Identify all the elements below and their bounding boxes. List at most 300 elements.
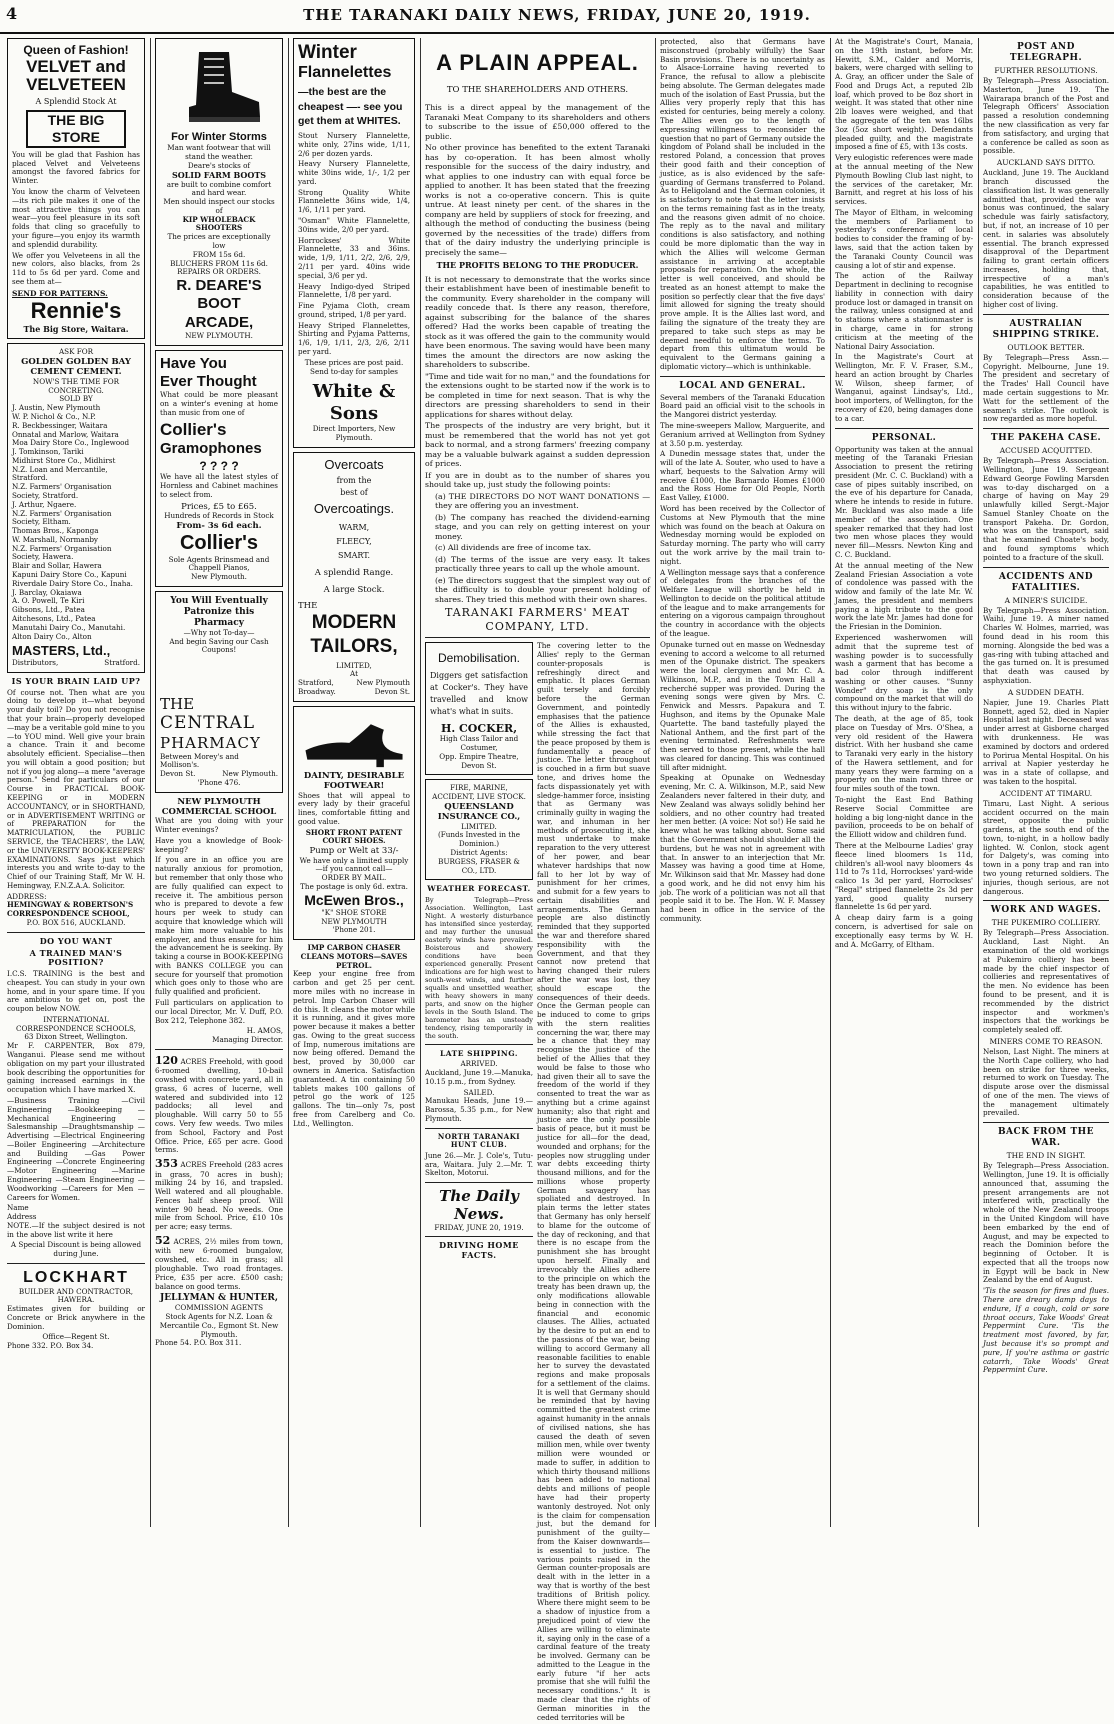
local-item: In the Magistrate's Court at Wellington, Mr. F. V. Fraser, S.M., heard an action brought by Charles W. Wilson, sheep farmer, of Wanganui, against Lindsay's, Ltd., boot importers, of Wellington, for the recovery of £20, being damages done to a car. <box>835 352 973 423</box>
ad-text: The postage is only 6d. extra. <box>300 881 408 891</box>
seller-item: Manutahi Dairy Co., Manutahi. <box>12 622 126 632</box>
lower-left <box>425 642 533 1724</box>
ad-text: A Special Discount is being allowed during June. <box>10 1240 142 1259</box>
rennies-name: Rennie's <box>30 297 122 323</box>
appeal-paragraph: "Time and tide wait for no man," and the foundations for the extensions ought to be started now if the work is to be completed in time for next season. That is why the directors are pressing shareholders to send in their applications for shares without delay. <box>425 371 650 419</box>
ad-text: Phone 54. P.O. Box 311. <box>155 1338 242 1348</box>
whites-name: White & Sons <box>312 381 396 425</box>
editorial-continued: protected, also that Germans have misconstrued (probably wilfully) the Saar Basin provisions. There is no uncertainty as to Alsace-Lorraine having reverted to France, the refusal to allow a plebiscite being absolute. The German delegates made much of the isolation of East Prussia, but the Allies very properly reply that this has existed for centuries, being merely a colony. The Allies even go to the length of expressing willingness to reconsider the question that no part of Germany outside the kingdom of Poland shall be included in the restored Poland, a concession that proves their good faith and their conception of justice, as is also evidenced by the safe-guarding of Germans transferred to Poland. As to Heligoland and the German colonies, it is satisfactory to note that the letter insists on the terms remaining fast as in the treaty, and the reasons given admit of no choice. The reply as to the naval and military conditions is also satisfactory, and nothing could be more diplomatic than the way in which the Allies will welcome German assistance in arriving at acceptable proposals for reparation. On the whole, the letter is well conceived, and should be treated as an honest attempt to make the position so perfectly clear that the five days' limit allowed for signing the treaty should prove ample. It is the Allies last word, and failing the signature of the treaty they are prepared to take such steps as may be deemed needful to enforce the terms. To depart from this ultimatum would be equivalent to the Germans gaining a diplomatic victory—which is unthinkable. <box>660 37 825 371</box>
ad-text: Have you a knowledge of Book-keeping? <box>155 835 283 854</box>
mcewen-ad <box>293 706 415 940</box>
editorial-text: The covering letter to the Allies' reply to the German counter-proposals is refreshingly direct and emphatic. It places German guilt tersely and forcibly before the German Government, and pointedly emphasises that the patience of the Allies is exhausted, while stressing the fact that the peace proposed by them is fundamentally a peace of justice. The letter throughout is couched in a firm but suave tone, and drives home the facts dispassionately yet with sledge-hammer force, insisting that as Germany was criminally guilty in waging the war, and inhuman in her methods of prosecuting it, she must undertake to make reparation to the very utterest of her power, and bear whatever hardships that now fall to her lot by way of punishment for her crimes, and submit for a few years to certain disabilities and arrangements. The German people are also distinctly reminded that they supported the war and therefore shared responsibility with the Government, and that they cannot now pretend that having changed their rulers after the war was lost, they should escape the consequences of their deeds. Once the German people can be induced to come to grips with the stern realities concerning the war, there may be a chance that they may recognise the justice of the belief of the Allies that they would be false to those who had given their all to save the freedom of the world if they consented to treat the war as anything but a crime against humanity; also that right and justice are the only possible basis of peace, but it must be justice for all—for the dead, wounded and orphans; for the peoples now struggling under war debts exceeding thirty thousand millions, and for the millions whose property German savagery has spoliated and destroyed. In plain terms the letter states that Germany has only herself to blame for the outcome of the day of reckoning, and that there is no escape from the punishment she has brought upon herself. Finally and irrevocably the Allies adhere to the principle on which the treaty has been drawn up, the only modifications allowable being in connection with the financial and economic clauses. The Allies, actuated by the desire to put an end to the passions of the war, being willing to accord Germany all reasonable facilities to enable her to survey the devastated regions and make proposals for a settlement of the claims. It is well that Germany should be reminded that by having committed the greatest crime against humanity in the annals of civilised nations, she has caused the death of seven million men, while over twenty million were wounded or made to suffer, in addition to which thirty thousand millions has been added to national debts and millions of people have had their property wantonly destroyed. Not only is the claim for compensation just, but the demand for punishment of the guilty—from the Kaiser downwards—is essential to justice. The various points raised in the German counter-proposals are dealt with in the letter in a way that is worthy of the best traditions of British policy. Where there might seem to be a shadow of injustice from a prejudiced point of view the Allies are willing to eliminate it, saying only in the case of a cardinal feature of the treaty be involved. Germany can be admitted to the League in the early future "if her acts promise that she will fulfil the necessary conditions." It is made clear that the rights of German minorities in the ceded territories will be <box>537 641 650 1722</box>
ad-text: KIP WHOLEBACK SHOOTERS <box>182 214 256 233</box>
mcewen-name: McEwen Bros., <box>304 891 404 908</box>
section-heading: ACCIDENTS AND FATALITIES. <box>998 571 1094 593</box>
masthead <box>0 0 1114 34</box>
newspaper-title: THE TARANAKI DAILY NEWS, FRIDAY, JUNE 20, 1919. <box>303 6 811 24</box>
seller-item: Alton Dairy Co., Alton <box>12 631 92 641</box>
news-text: ARRIVED. <box>460 1059 498 1069</box>
queensland-ad <box>425 779 533 880</box>
ad-text: SOLID FARM BOOTS <box>171 169 267 180</box>
section-heading: THE PAKEHA CASE. <box>990 433 1102 444</box>
personal-item: To-night the East End Bathing Reserve Social Committee are holding a big long-night dance in the pavilion, proceeds to be on behalf of the Elliott widow and children fund. <box>835 795 973 840</box>
column-4 <box>422 38 653 1722</box>
ad-text: Phone 332. P.O. Box 34. <box>7 1341 94 1351</box>
subheading: A SUDDEN DEATH. <box>1007 687 1085 697</box>
seller-item: J. Arthur, Ngaere. <box>12 499 77 509</box>
flannelette-item: Strong Quality White Flannelette 36ins wide, 1/4, 1/6, 1/11 per yard. <box>298 187 410 215</box>
seller-item: Blair and Sollar, Hawera <box>12 561 102 571</box>
appeal-point: (a) THE DIRECTORS DO NOT WANT DONATIONS —they are offering you an investment. <box>435 491 650 511</box>
ad-text: And begin Saving our Cash Coupons! <box>169 636 269 655</box>
ad-text: COMMISSION AGENTS <box>174 1303 264 1313</box>
ad-text: Devon St. <box>160 769 196 779</box>
ad-text: SOLD BY <box>59 394 93 404</box>
seller-item: Midhirst Store Co., Midhirst <box>12 455 116 465</box>
ad-text: NOTE.—If the subject desired is not in the above list write it here <box>7 1220 145 1239</box>
local-news-more <box>835 154 973 423</box>
ad-headline: IS YOUR BRAIN LAID UP? <box>11 675 141 686</box>
ad-headline: Queen of Fashion! <box>23 43 129 57</box>
seller-item: Onnatal and Marlow, Waitara <box>12 429 119 439</box>
colliers-brand: Collier's <box>179 532 259 555</box>
seller-item: W. Marshall, Normanby <box>12 534 98 544</box>
column-1 <box>4 38 148 1525</box>
seller-item: W. P. Nichol & Co., N.P. <box>12 411 96 421</box>
ad-headline: DO YOU WANT <box>39 935 113 946</box>
ad-text: SEND FOR PATTERNS. <box>12 288 108 298</box>
ad-headline: DAINTY, DESIRABLE FOOTWEAR! <box>303 770 405 792</box>
ad-text: Managing Director. <box>212 1035 283 1045</box>
ad-headline: Patronize this Pharmacy <box>183 606 255 628</box>
big-store-ad <box>7 38 145 339</box>
ad-text: From- 3s 6d each. <box>176 520 262 531</box>
ad-text: Between Morey's and Mollison's. <box>160 751 239 770</box>
column-5 <box>657 38 828 1525</box>
news-text: Auckland, June 19.—Manuka, 10.15 p.m., from Sydney. <box>425 1068 533 1086</box>
column-rule <box>288 38 289 1527</box>
ad-text: P.O. BOX 516, AUCKLAND. <box>26 917 126 927</box>
flannelette-item: Heavy Nursery Flannelette, white 30ins wide, 1/-, 1/2 per yard. <box>298 159 410 186</box>
cocker-name: H. COCKER, <box>440 721 518 735</box>
section-heading: PERSONAL. <box>871 432 937 443</box>
news-text: Auckland, June 19. The Auckland branch discussed the classification list. It was generally admitted that, provided the war bonus was continued, the salary schedule was fairly satisfactory, but, if not, an increase of 10 per cent. in salaries was absolutely essential. The branch expressed disapproval of the Department failing to grant certain officers increases, holding that, irrespective of a man's capabilities, he was entitled to consideration because of the higher cost of living. <box>983 168 1109 309</box>
column-rule <box>978 38 979 1527</box>
ad-text: New Plymouth. <box>191 572 247 582</box>
deare-name: ARCADE, <box>184 313 254 331</box>
ad-text: BUILDER AND CONTRACTOR, <box>18 1286 134 1296</box>
personal-item: The death, at the age of 85, took place on Tuesday of Mrs. O'Shea, a very old resident of the Hawera district. With her husband she came to Taranaki very early in the history of the Hawera settlement, and for many years they were farming on a property on the main road three or four miles south of the town. <box>835 714 973 794</box>
ad-text: High Class Tailor and Costumer, <box>439 734 519 753</box>
ad-text: A large Stock. <box>323 584 385 595</box>
ad-text: Shoes that will appeal to every lady by their graceful lines, comfortable fitting and good value. <box>298 790 410 826</box>
paper-flag: The Daily News. <box>439 1187 519 1224</box>
ad-headline: Winter <box>298 42 357 63</box>
ad-headline: Demobilisation. <box>437 651 521 666</box>
lockhart-ad <box>7 1268 145 1351</box>
ad-text: Diggers get satisfaction at Cocker's. They have travelled and know what's what in suits. <box>430 670 528 716</box>
flannelette-item: Heavy Indigo-dyed Striped Flannelette, 1/8 per yard. <box>298 281 410 300</box>
personal-item: Experienced washerwomen will admit that the supreme test of washing powder is to successfully wash a garment that has become a bad color through indifferent washing or other causes. "Sunny Wonder" dry soap is the only compound on the market that will do this without injury to the fabric. <box>835 632 973 713</box>
ad-text: Keep your engine free from carbon and get 25 per cent. more miles with no increase in petrol. Imp Carbon Chaser will do this. It cleans the motor while it is running, and it gives more power because it makes a better gas. Owing to the great success of Imp, numerous imitations are now being offered. Demand the best, proved by 30,000 car owners in America. Satisfaction guaranteed. A tin containing 50 tablets makes 100 gallons of petrol go the work of 125 gallons. The tin—only 7s, post free from Carelberg and Co. Ltd., Wellington. <box>293 969 415 1128</box>
ad-text: Send to-day for samples <box>310 366 398 376</box>
ad-text: from the <box>336 475 372 485</box>
appeal-paragraph: The prospects of the industry are very bright, but it must be remembered that the world has not yet got back to normal, and a strong farmers' freezing company may be a valuable bulwark against a sudden depression of prices. <box>425 421 650 469</box>
ad-headline: GOLDEN GOLDEN BAY CEMENT CEMENT. <box>21 357 131 378</box>
ad-text: FIRE, MARINE, ACCIDENT, LIVE STOCK. <box>432 783 526 802</box>
news-text: By Telegraph—Press Association. Auckland, Last Night. An examination of the old workings at Pukemiro colliery has been made by the chief inspector of collieries and representatives of the men. No evidence has been found to be present, and it is recommended by the district inspector and workmen's inspectors that the workings be completely sealed off. <box>983 928 1109 1035</box>
seller-item: Aitchesons, Ltd., Patea <box>12 613 96 623</box>
news-text: By Telegraph—Press Association. Waihi, June 19. A miner named Charles W. Holmes, married, was found dead in his room this morning. Alongside the bed was a gas-ring with tubing attached and the gas turned on. It is presumed that death was caused by asphyxiation. <box>983 605 1109 685</box>
boot-icon <box>174 47 264 127</box>
ad-text: The Big Store, Waitara. <box>23 323 129 334</box>
seller-item: Gibsons, Ltd., Patea <box>12 605 85 615</box>
coupon-field: Address <box>7 1212 37 1222</box>
queensland-name: QUEENSLAND INSURANCE CO., <box>437 801 521 823</box>
news-text: Manukau Heads, June 19.—Barossa, 5.35 p.m., for New Plymouth. <box>425 1096 533 1123</box>
coupon-field: Name <box>7 1203 29 1213</box>
whites-ad <box>293 38 415 448</box>
ad-text: WARM, <box>338 523 370 532</box>
pharmacy-ad <box>155 591 283 793</box>
section-heading: WORK AND WAGES. <box>990 905 1102 916</box>
column-3 <box>290 38 418 1525</box>
ad-text: —Why not To-day— <box>183 627 255 637</box>
pharmacy-name: THE <box>160 695 195 714</box>
appeal-subtitle: TO THE SHAREHOLDERS AND OTHERS. <box>446 84 629 95</box>
ad-text: ADDRESS: <box>7 891 47 901</box>
section-heading: NORTH TARANAKI HUNT CLUB. <box>437 1131 521 1150</box>
seller-item: J. Austin, New Plymouth <box>12 403 101 413</box>
farm-listing <box>155 1054 283 1155</box>
ad-text: You know the charm of Velveteen—its rich pile makes it one of the most attractive things you can wear—you feel pleasure in its soft folds that cling so gracefully to your figure—you enjoy its warmth and splendid durability. <box>12 187 140 249</box>
local-item: Several members of the Taranaki Education Board paid an official visit to the schools in the Mangorei district yesterday. <box>660 392 825 420</box>
ad-text: What could be more pleasant on a winter's evening at home than music from one of <box>160 390 278 417</box>
masters-name: MASTERS, Ltd., <box>12 643 111 659</box>
ad-text: LIMITED, <box>336 660 372 670</box>
seller-list <box>12 404 140 641</box>
appeal-paragraph: It is not necessary to demonstrate that the works since their establishment have been of inestimable benefit to the community. Every shareholder in the company will readily concede that. Is there any reason, therefore, against subscribing for the balance of the shares offered? Had the works been capable of treating the stock as it was offered the gain to the community would have been enormous. The saving would have been many times the amount the directors are now asking the shareholders to subscribe. <box>425 274 650 370</box>
ad-text: CORRESPONDENCE SCHOOL, <box>7 909 130 919</box>
ad-headline: NEW PLYMOUTH COMMERCIAL SCHOOL <box>161 796 277 817</box>
ad-text <box>12 659 140 668</box>
jellyman-name: JELLYMAN & HUNTER, <box>160 1293 278 1304</box>
seller-item: R. Beckbessinger, Waitara <box>12 420 108 430</box>
ad-headline: VELVET and <box>26 56 126 76</box>
flannelette-item: Stout Nursery Flannelette, white only, 27ins wide, 1/11, 2/6 per dozen yards. <box>298 131 410 158</box>
seller-item: Riverdale Dairy Store Co., Inaha. <box>12 578 133 588</box>
appeal-point: (e) The directors suggest that the simplest way out of the difficulty is to double your present holding of shares. They tried this method with their own shares. <box>435 575 650 604</box>
news-text: Napier, June 19. Charles Platt Bonnett, aged 52, died in Napier Hospital last night. Deceased was under arrest at Gisborne charged with drunkenness. He was examined by doctors and ordered to Porirua Mental Hospital. On his arrival at Napier yesterday he was in a state of collapse, and was taken to the hospital. <box>983 697 1109 786</box>
ad-headline: Gramophones <box>160 440 262 458</box>
ad-text: Opp. Empire Theatre, Devon St. <box>439 751 519 770</box>
company-name: TARANAKI FARMERS' MEAT <box>444 606 631 620</box>
news-text: By Telegraph—Press Association. Masterton, June 19. The Wairarapa branch of the Post and Telegraph Officers' Association passed a resolution condemning the new classification as very far from satisfactory, and urging that a conference be called as soon as possible. <box>983 76 1109 156</box>
ad-text: 63 Dixon Street, Wellington. <box>24 1032 128 1042</box>
page-number: 4 <box>6 4 18 23</box>
ad-text: NOW'S THE TIME FOR CONCRETING. <box>32 376 120 395</box>
local-item: Word has been received by the Collector of Customs at New Plymouth that the mine which was found on the beach at Oakura on Wednesday morning would be exploded on Saturday morning. The party who will carry out the work arrive by the mail train to-night. <box>660 504 825 566</box>
seller-item: J. Barclay, Okaiawa <box>12 587 82 597</box>
big-store-logo: THE BIG STORE <box>26 110 126 148</box>
farm-acres: 353 <box>155 1157 178 1171</box>
ad-text: INTERNATIONAL CORRESPONDENCE SCHOOLS, <box>16 1014 136 1033</box>
ad-text: Pump or Welt at 33/- <box>309 846 399 857</box>
column-rule <box>420 38 421 1527</box>
news-text: Nelson, Last Night. The miners at the North Cape colliery, who had been on strike for three weeks, returned to work on Tuesday. The dispute arose over the dismissal of one of the men. The views of the management ultimately prevailed. <box>983 1046 1109 1118</box>
deare-ad <box>155 38 283 346</box>
ad-text: We have only a limited supply—if you cannot call— <box>299 855 409 874</box>
ad-text: Office—Regent St. <box>42 1332 110 1342</box>
ad-text: You will be glad that Fashion has placed Velvet and Velveteens amongst the favored fabrics for Winter. <box>12 149 140 186</box>
ad-text: LIMITED. <box>461 821 497 831</box>
farm-listings <box>155 1054 283 1291</box>
news-text: By Telegraph—Press Association. Wellington, June 19. Sergeant Edward George Fowling Marsden was to-day discharged on a charge of having on May 29 unlawfully killed Sergt.-Major Samuel Stanley Choate on the transport Pakeha. Dr. Gordon, who was on the transport, said that he examined Choate's body, and found symptoms which pointed to a fracture of the skull. <box>983 456 1109 562</box>
farm-listing <box>155 1157 283 1232</box>
ad-headline: A TRAINED MAN'S POSITION? <box>29 947 123 968</box>
ad-text: REPAIRS OR ORDERS. <box>177 267 261 277</box>
section-heading: AUSTRALIAN SHIPPING STRIKE. <box>992 318 1100 340</box>
ad-text: SHORT FRONT PATENT COURT SHOES. <box>305 827 403 846</box>
ad-text: Mr F. CARPENTER, Box 879, Wanganui. Please send me without obligation on my part your illustrated book describing the opportunities for gaining increased earnings in the occupation which I have marked X. <box>7 1041 145 1095</box>
ad-text: ASK FOR <box>58 347 94 357</box>
ad-headline: You Will Eventually <box>170 595 268 606</box>
ad-text: HEMINGWAY & ROBERTSON'S <box>7 900 134 910</box>
ad-text: best of <box>340 488 368 498</box>
news-text: SAILED. <box>463 1087 495 1097</box>
section-heading: BACK FROM THE WAR. <box>997 1127 1095 1149</box>
cocker-ad <box>425 642 533 775</box>
ad-text: At <box>350 669 358 679</box>
seller-item: N.Z. Farmers' Organisation Society, Eltham. <box>12 508 112 527</box>
column-6 <box>832 38 976 1525</box>
seller-item: N.Z. Farmers' Organisation Society, Hawera. <box>12 543 112 562</box>
local-item: Opunake turned out en masse on Wednesday evening to accord a welcome to all returned men of the Opunake district. The speakers were the local clergymen and Mr. C. A. Wilkinson, M.P., and in the Town Hall a recherché supper was provided. During the evening songs were given by Mrs. C. Fenwick and Messrs. Papakura and T. Hughson, and items by the Opunake Male Quartette. The band tastefully played the National Anthem, and the first part of the evening terminated. Refreshments were then served to those present, while the hall was cleared for dancing. This was continued till after midnight. <box>660 639 825 772</box>
deare-name: BOOT <box>197 295 241 313</box>
ad-text: FROM 15s 6d. <box>192 249 246 259</box>
ad-text: 'Phone 201. <box>332 925 376 935</box>
ad-text: BLUCHERS FROM 11s 6d. <box>170 258 268 268</box>
appeal-point: (b) The company has reached the dividend-earning stage, and you can rely on getting interest on your money. <box>435 512 650 541</box>
personal-news <box>835 446 973 950</box>
ad-text: Stratford. <box>104 658 140 668</box>
paper-date: FRIDAY, JUNE 20, 1919. <box>434 1222 524 1232</box>
ad-text: (Funds Invested in the Dominion.) <box>437 830 521 849</box>
ad-text: HAWERA. <box>57 1295 95 1305</box>
ad-text: Man want footwear that will stand the weather. <box>167 143 271 162</box>
pharmacy-name: CENTRAL <box>160 713 255 734</box>
personal-item: At the annual meeting of the New Zealand Friesian Association a vote of condolence was passed with the widow and family of the late Mr. W. James, the president and members paying a high tribute to the good work the late Mr. James had done for the Friesian in the Dominion. <box>835 560 973 632</box>
seller-item: Moa Dairy Store Co., Inglewood <box>12 438 130 448</box>
ad-text: Stratford, <box>298 678 334 688</box>
local-item: A Wellington message says that a conference of delegates from the branches of the Welfare League will shortly be held in Wellington to decide on the political attitude of the league and to make arrangements for entering on a vigorous campaign throughout the country in accordance with the objects of the league. <box>660 567 825 638</box>
ad-text: We offer you Velveteens in all the new colors, also blacks, from 2s 11d to 5s 6d per yard. Come and see them at— <box>12 250 140 286</box>
peppermint-cure-ad: 'Tis the season for fires and flues. There are dreary damp days to endure, If a cough, cold or sore throat occurs, Take Woods' Great Peppermint Cure. 'Tis the treatment most favored, by far, Just because it's so prompt and pure, If you're asthma or gastric catarrh, Take Woods' Great Peppermint Cure. <box>983 1286 1109 1375</box>
farm-listing <box>155 1234 283 1291</box>
appeal-point: (d) The terms of the issue are very easy. It takes practically three years to call up the whole amount. <box>435 554 650 574</box>
personal-item: Opportunity was taken at the annual meeting of the Taranaki Friesian Association to present the retiring president (Mr. C. C. Buckland) with a case of pipes suitably inscribed, on the eve of his departure for Canada, where he intends to reside in future. Mr. Buckland was also made a life member of the association. One speaker remarked that they had lost two men whose places they would never fill—Messrs. Newton King and C. C. Buckland. <box>835 444 973 559</box>
ad-text: Broadway. <box>298 687 336 697</box>
lockhart-name: LOCKHART <box>23 1269 129 1287</box>
ad-text: A splendid Range. <box>314 568 394 579</box>
ad-text: Full particulars on application to our local Director, Mr. V. Duff, P.O. Box 212, Telephone 382. <box>155 997 283 1025</box>
section-heading: WEATHER FORECAST. <box>427 884 531 894</box>
colliers-name: Collier's <box>160 419 227 439</box>
ad-text: Prices, £5 to £65. <box>181 501 257 512</box>
local-item: The Mayor of Eltham, in welcoming the members of Parliament to yesterday's conference of local bodies to consider the framing of by-laws, said that the action taken by the Taranaki County Council was causing a lot of stir and expense. <box>835 207 973 270</box>
shoe-icon <box>298 713 410 769</box>
appeal-paragraph: If you are in doubt as to the number of shares you should take up, just study the following points: <box>425 470 650 490</box>
flannelette-item: "Osman" White Flannelette, 30ins wide, 2/0 per yard. <box>298 216 410 234</box>
ad-headline: Ever Thought <box>160 373 257 391</box>
ad-headline: Overcoatings. <box>313 501 395 517</box>
subheading: OUTLOOK BETTER. <box>1007 342 1085 352</box>
ad-text: New Plymouth <box>356 678 410 688</box>
commercial-school-ad <box>155 797 283 1045</box>
ad-text: We have all the latest styles of Hornless and Cabinet machines to select from. <box>160 472 278 499</box>
appeal-title: A PLAIN APPEAL. <box>436 50 639 75</box>
column-rule <box>830 38 831 1527</box>
ad-text: THE <box>298 600 318 611</box>
ad-text: Devon St. <box>374 687 410 697</box>
lower-split <box>425 642 650 1724</box>
ad-text: Direct Importers, New Plymouth. <box>312 424 396 442</box>
subheading: THE END IN SIGHT. <box>1006 1151 1086 1161</box>
flannelette-item: Fine Pyjama Cloth, cream ground, striped, 1/8 per yard. <box>298 301 410 319</box>
ad-headline: Overcoats <box>324 456 384 472</box>
flannelette-item: Horrockses' White Flannelette, 33 and 36ins. wide, 1/9, 1/11, 2/2, 2/6, 2/9, 2/11 per yard. 40ins wide special, 3/6 per yd. <box>298 235 410 280</box>
seller-item: Kapuni Dairy Store Co., Kapuni <box>12 570 127 580</box>
colliers-ad <box>155 350 283 587</box>
subheading: MINERS COME TO REASON. <box>989 1036 1103 1046</box>
whites-items <box>298 132 410 357</box>
ad-text: Men should inspect our stocks of <box>163 197 275 215</box>
farm-acres: 120 <box>155 1053 178 1067</box>
column-rule <box>150 38 151 1527</box>
subheading: FURTHER RESOLUTIONS. <box>994 65 1098 75</box>
subheading: ACCUSED ACQUITTED. <box>999 446 1093 456</box>
seller-item: J. Tomkinson, Tariki <box>12 447 84 457</box>
ad-headline: Flannelettes <box>298 63 392 81</box>
local-news <box>660 394 825 924</box>
ics-ad <box>7 937 145 1259</box>
ad-headline: IMP CARBON CHASER CLEANS MOTORS—SAVES PETROL. <box>300 943 408 970</box>
news-text: By Telegraph—Press Association. Wellington, June 19. It is officially announced that, assuming the present arrangements are not interfered with, practically the whole of the New Zealand troops in the United Kingdom will have been embarked by the end of August, and may be expected to reach the Dominion before the beginning of October. It is expected that all the troops now in Egypt will be back in New Zealand by the end of August. <box>983 1161 1109 1285</box>
ad-text: H. AMOS, <box>246 1026 283 1036</box>
ad-text: Stock Agents for N.Z. Loan & Mercantile Co., Egmont St. New Plymouth. <box>159 1312 279 1339</box>
ad-headline: VELVETEEN <box>26 75 126 95</box>
ad-text: A Splendid Stock At <box>35 97 117 106</box>
seller-item: N.Z. Loan and Mercantile, Stratford. <box>12 464 108 483</box>
section-heading: LOCAL AND GENERAL. <box>679 380 806 391</box>
ad-text: NEW PLYMOUTH <box>321 916 387 926</box>
ad-text: These prices are post paid. <box>304 357 404 367</box>
appeal-points <box>425 492 650 605</box>
ad-text: Of course not. Then what are you doing to develop it—what beyond your daily toil? Do you not recognise that your brain—properly developed—may be a veritable gold mine to you—to YOU mind. Well give your brain a chance. Train it and become absolutely efficient. Specialise—then you will obtain a good position; but not if you jog along—a mere "average person." Send for particulars of our Course in PRACTICAL BOOK-KEEPING or in MODERN ACCOUNTANCY, or in SHORTHAND, or in ADVERTISEMENT WRITING or of PREPARATION for the MATRICULATION, the PUBLIC SERVICE, the TEACHERS', the LAW, or the UNIVERSITY BOOK-KEEPERS' EXAMINATIONS. Says just which interests you and write to-day to the Chief of our Training Staff, Mr W. H. Hemingway, F.N.Z.A.A. Solicitor. <box>7 687 145 890</box>
modern-tailors-ad <box>293 452 415 702</box>
news-text: June 26.—Mr. J. Cole's, Tutu-ara, Waitara. July 2.—Mr. T. Skelton, Motorui. <box>425 1150 533 1178</box>
pharmacy-name: PHARMACY <box>160 734 261 753</box>
column-2 <box>152 38 286 1525</box>
ad-text: Distributors, <box>12 658 59 668</box>
ad-text: District Agents: <box>450 848 508 858</box>
column-rule <box>655 38 656 1527</box>
ad-text: NEW PLYMOUTH. <box>185 330 253 340</box>
subheading: AUCKLAND SAYS DITTO. <box>996 158 1096 168</box>
appeal-subhead: THE PROFITS BELONG TO THE PRODUCER. <box>436 260 639 271</box>
editorial-heading: DRIVING HOME FACTS. <box>439 1240 519 1261</box>
ad-headline: —the best are the cheapest —- see you get them at WHITES. <box>298 86 403 127</box>
ad-text: What are you doing with your Winter evenings? <box>155 816 283 835</box>
subheading: THE PUKEMIRO COLLIERY. <box>991 918 1101 928</box>
seller-item: Thomas Bros., Kaponga <box>12 526 99 536</box>
subheading: ACCIDENT AT TIMARU. <box>999 788 1093 798</box>
editorial-body <box>537 642 650 1724</box>
news-text: By Telegraph—Press Assn.—Copyright. Melbourne, June 19. The president and secretary of the Trades' Hall Council have made certain suggestions to Mr. Watt for the settlement of the seamen's strike. The outlook is now regarded as more hopeful. <box>983 352 1109 424</box>
ad-text: New Plymouth. <box>222 769 278 779</box>
ad-text: BURGESS, FRASER & CO., LTD. <box>438 856 520 875</box>
ad-text: ORDER BY MAIL. <box>321 873 387 883</box>
ad-text: FLEECY, <box>336 536 372 546</box>
farm-text: ACRES Freehold (283 acres in grass, 70 acres in bush); milking 24 by 16, and trapsled. Well watered and all ploughable. Fences half sheep proof. Will winter 90 head. No weeds. One mile from School. Price, £10 10s per acre; easy terms. <box>155 1160 283 1232</box>
section-heading: POST AND TELEGRAPH. <box>1009 42 1083 63</box>
seller-item: N.Z. Farmers' Organisation Society, Stratford. <box>12 482 112 500</box>
ad-text: I.C.S. TRAINING is the best and cheapest. You can study in your own home, and in your spare time. If you are ambitious to get on, post the coupon below NOW. <box>7 969 145 1014</box>
ad-text: are built to combine comfort and hard wear. <box>166 179 272 198</box>
ad-spacer <box>160 655 278 695</box>
ad-text: SMART. <box>337 550 371 560</box>
appeal-point: (c) All dividends are free of income tax. <box>435 543 592 553</box>
news-text: By Telegraph—Press Association. Wellington, Last Night. A westerly disturbance has intensified since yesterday, and may further the unusual easterly winds have prevailed. Boisterous and showery conditions have been experienced generally. Present indications are for high west to south-west winds, and further squalls and unsettled weather, with heavy showers in many parts, and snow on the higher levels in the South Island. The barometer has an unsteady tendency, rising temporarily in the south. <box>425 895 533 1041</box>
news-text: Timaru, Last Night. A serious accident occurred on the main street, opposite the public gardens, at the south end of the town, to-night, in a hollow badly lighted. W. Conlon, stock agent for Dalgety's, was coming into town in a pony trap and ran into two young returned soldiers. The injuries, though serious, are not dangerous. <box>983 798 1109 896</box>
ad-text: ? ? ? ? <box>199 458 239 473</box>
seller-item: A. O. Powell, Te Kiri <box>12 596 85 606</box>
ad-text: 'Phone 476. <box>197 777 241 787</box>
ad-text: —Business Training —Civil Engineering —Bookkeeping —Mechanical Engineering —Salesmanship —Draughtsmanship —Advertising —Electrical Engineering —Boiler Engineering —Architecture and Building —Gas Power Engineering —Concrete Engineering —Motor Engineering —Marine Engineering —Steam Engineering —Woodworking —Careers for Men —Careers for Women. <box>7 1095 145 1202</box>
ad-text: Deare's stocks of <box>187 160 251 170</box>
ad-text: Estimates given for building or Concrete or Brick anywhere in the Dominion. <box>7 1304 145 1331</box>
local-item: The mine-sweepers Mallow, Marguerite, and Geranium arrived at Wellington from Sydney at 3.50 p.m. yesterday. <box>660 421 825 448</box>
subheading: A MINER'S SUICIDE. <box>1004 595 1088 605</box>
column-7 <box>980 38 1112 1525</box>
modern-tailors-name: TAILORS, <box>310 635 398 657</box>
appeal-paragraph: No other province has benefited to the extent Taranaki has by co-operation. It has been almost wholly responsible for the success of the dairy industry, and what applies to one industry can with equal force be applied to another. It has been stated that the freezing works is not a co-operative concern. This is quite untrue. At least ninety per cent. of the shares in the company are held by suppliers of stock for freezing, and although the method of conducting the business (being governed by the necessities of the trade) differs from that of the dairy industry the underlying principle is precisely the same— <box>425 143 650 257</box>
company-name: COMPANY, LTD. <box>485 619 590 633</box>
personal-item: A cheap dairy farm is a going concern, is advertised for sale on exceptionally easy terms by W. H. and A. McGarry, of Eltham. <box>835 913 973 949</box>
modern-tailors-name: MODERN <box>311 612 397 634</box>
cement-ad <box>7 343 145 673</box>
appeal-paragraph: This is a direct appeal by the management of the Taranaki Meat Company to its shareholders and others to subscribe to the issue of £50,000 offered to the public. <box>425 103 650 141</box>
ad-text: "K" SHOE STORE <box>321 907 387 917</box>
personal-item: There at the Melbourne Ladies' gray fleece lined bloomers 1s 11d, children's all-wool navy bloomers 4s 11d to 7s 11d, Horrockses' yard-wide calico 1s 3d per yard, Horrockses' "Regal" striped flannelette 2s 3d per yard, good quality nursery flannelette 1s 6d per yard. <box>835 840 973 912</box>
ad-headline: For Winter Storms <box>171 131 267 143</box>
hemingway-ad <box>7 677 145 928</box>
local-item: Speaking at Opunake on Wednesday evening, Mr. C. A. Wilkinson, M.P., said New Zealanders never faltered in their duty, and New Zealand was always solidly behind her soldiers, and no other country had treated her men better. (A voice: Not so!) He said he knew what he was talking about. Some said that the Government should shoulder all the burdens, but he was not in agreement with that. In answer to an interjection that Mr. Massey was having a good time at Home, Mr. Wilkinson said that Mr. Massey had done a good work, and he did not envy him his job. The work of a politician was not all that people said it to be. The Hon. W. F. Massey had been in office in the service of the community. <box>660 773 825 923</box>
ad-text <box>298 688 410 697</box>
farm-acres: 52 <box>155 1233 171 1247</box>
local-item: The action of the Railway Department in declining to recognise liability in connection with dairy produce lost or damaged in transit on the railway, unless consigned at and to stations where a stationmaster is in charge, came in for strong criticism at the meeting of the National Dairy Association. <box>835 271 973 351</box>
local-item: A Dunedin message states that, under the will of the late A. Souter, who used to have a wharf, bequests to the Salvation Army will receive £1000, the Barnardo Homes £1000 and the Ross Home for Old People, North East Valley, £1000. <box>660 449 825 503</box>
news-text: At the Magistrate's Court, Manaia, on the 19th instant, before Mr. Hewitt, S.M., Calder and Morris, bakers, were charged with selling to A. Gray, an officer under the Sale of Food and Drugs Act, a reputed 2lb loaf, which proved to be 8oz short in weight. It was stated that other nine 2lb loaves were weighed, and that the aggregate of the ten was 16lbs 3oz (5oz short weight). Defendants pleaded guilty, and the magistrate imposed a fine of £5, with 13s costs. <box>835 37 973 152</box>
ad-text: Hundreds of Records in Stock <box>164 511 274 521</box>
farm-text: ACRES, 2½ miles from town, with new 6-roomed bungalow, cowshed, etc. All in grass; all ploughable. Two road frontages. Price, £35 per acre. £500 cash; balance on good terms. <box>155 1236 283 1291</box>
flannelette-item: Heavy Striped Flannelettes, Shirting and Pyjama Patterns, 1/6, 1/9, 1/11, 2/3, 2/6, 2/11 per yard. <box>298 320 410 356</box>
ad-headline: Have You <box>160 354 227 372</box>
section-heading: LATE SHIPPING. <box>440 1049 518 1059</box>
local-item: Very eulogistic references were made at the annual meeting of the New Plymouth Bowling Club last night, to the services of the caretaker, Mr. Barnitt, and regret at his loss of his services. <box>835 153 973 207</box>
ad-text: Sole Agents Brinsmead and Chappell Pianos, <box>168 554 270 573</box>
farm-text: ACRES Freehold, with good 6-roomed dwelling, 10-bail cowshed with concrete yard, all in grass, 6 acres of lucerne, well watered and subdivided into 12 paddocks; all level and ploughable. Will carry 50 to 55 cows. Very few weeds. Two miles from School, Factory and Post Office. Price, £65 per acre. Good terms. <box>155 1056 283 1155</box>
